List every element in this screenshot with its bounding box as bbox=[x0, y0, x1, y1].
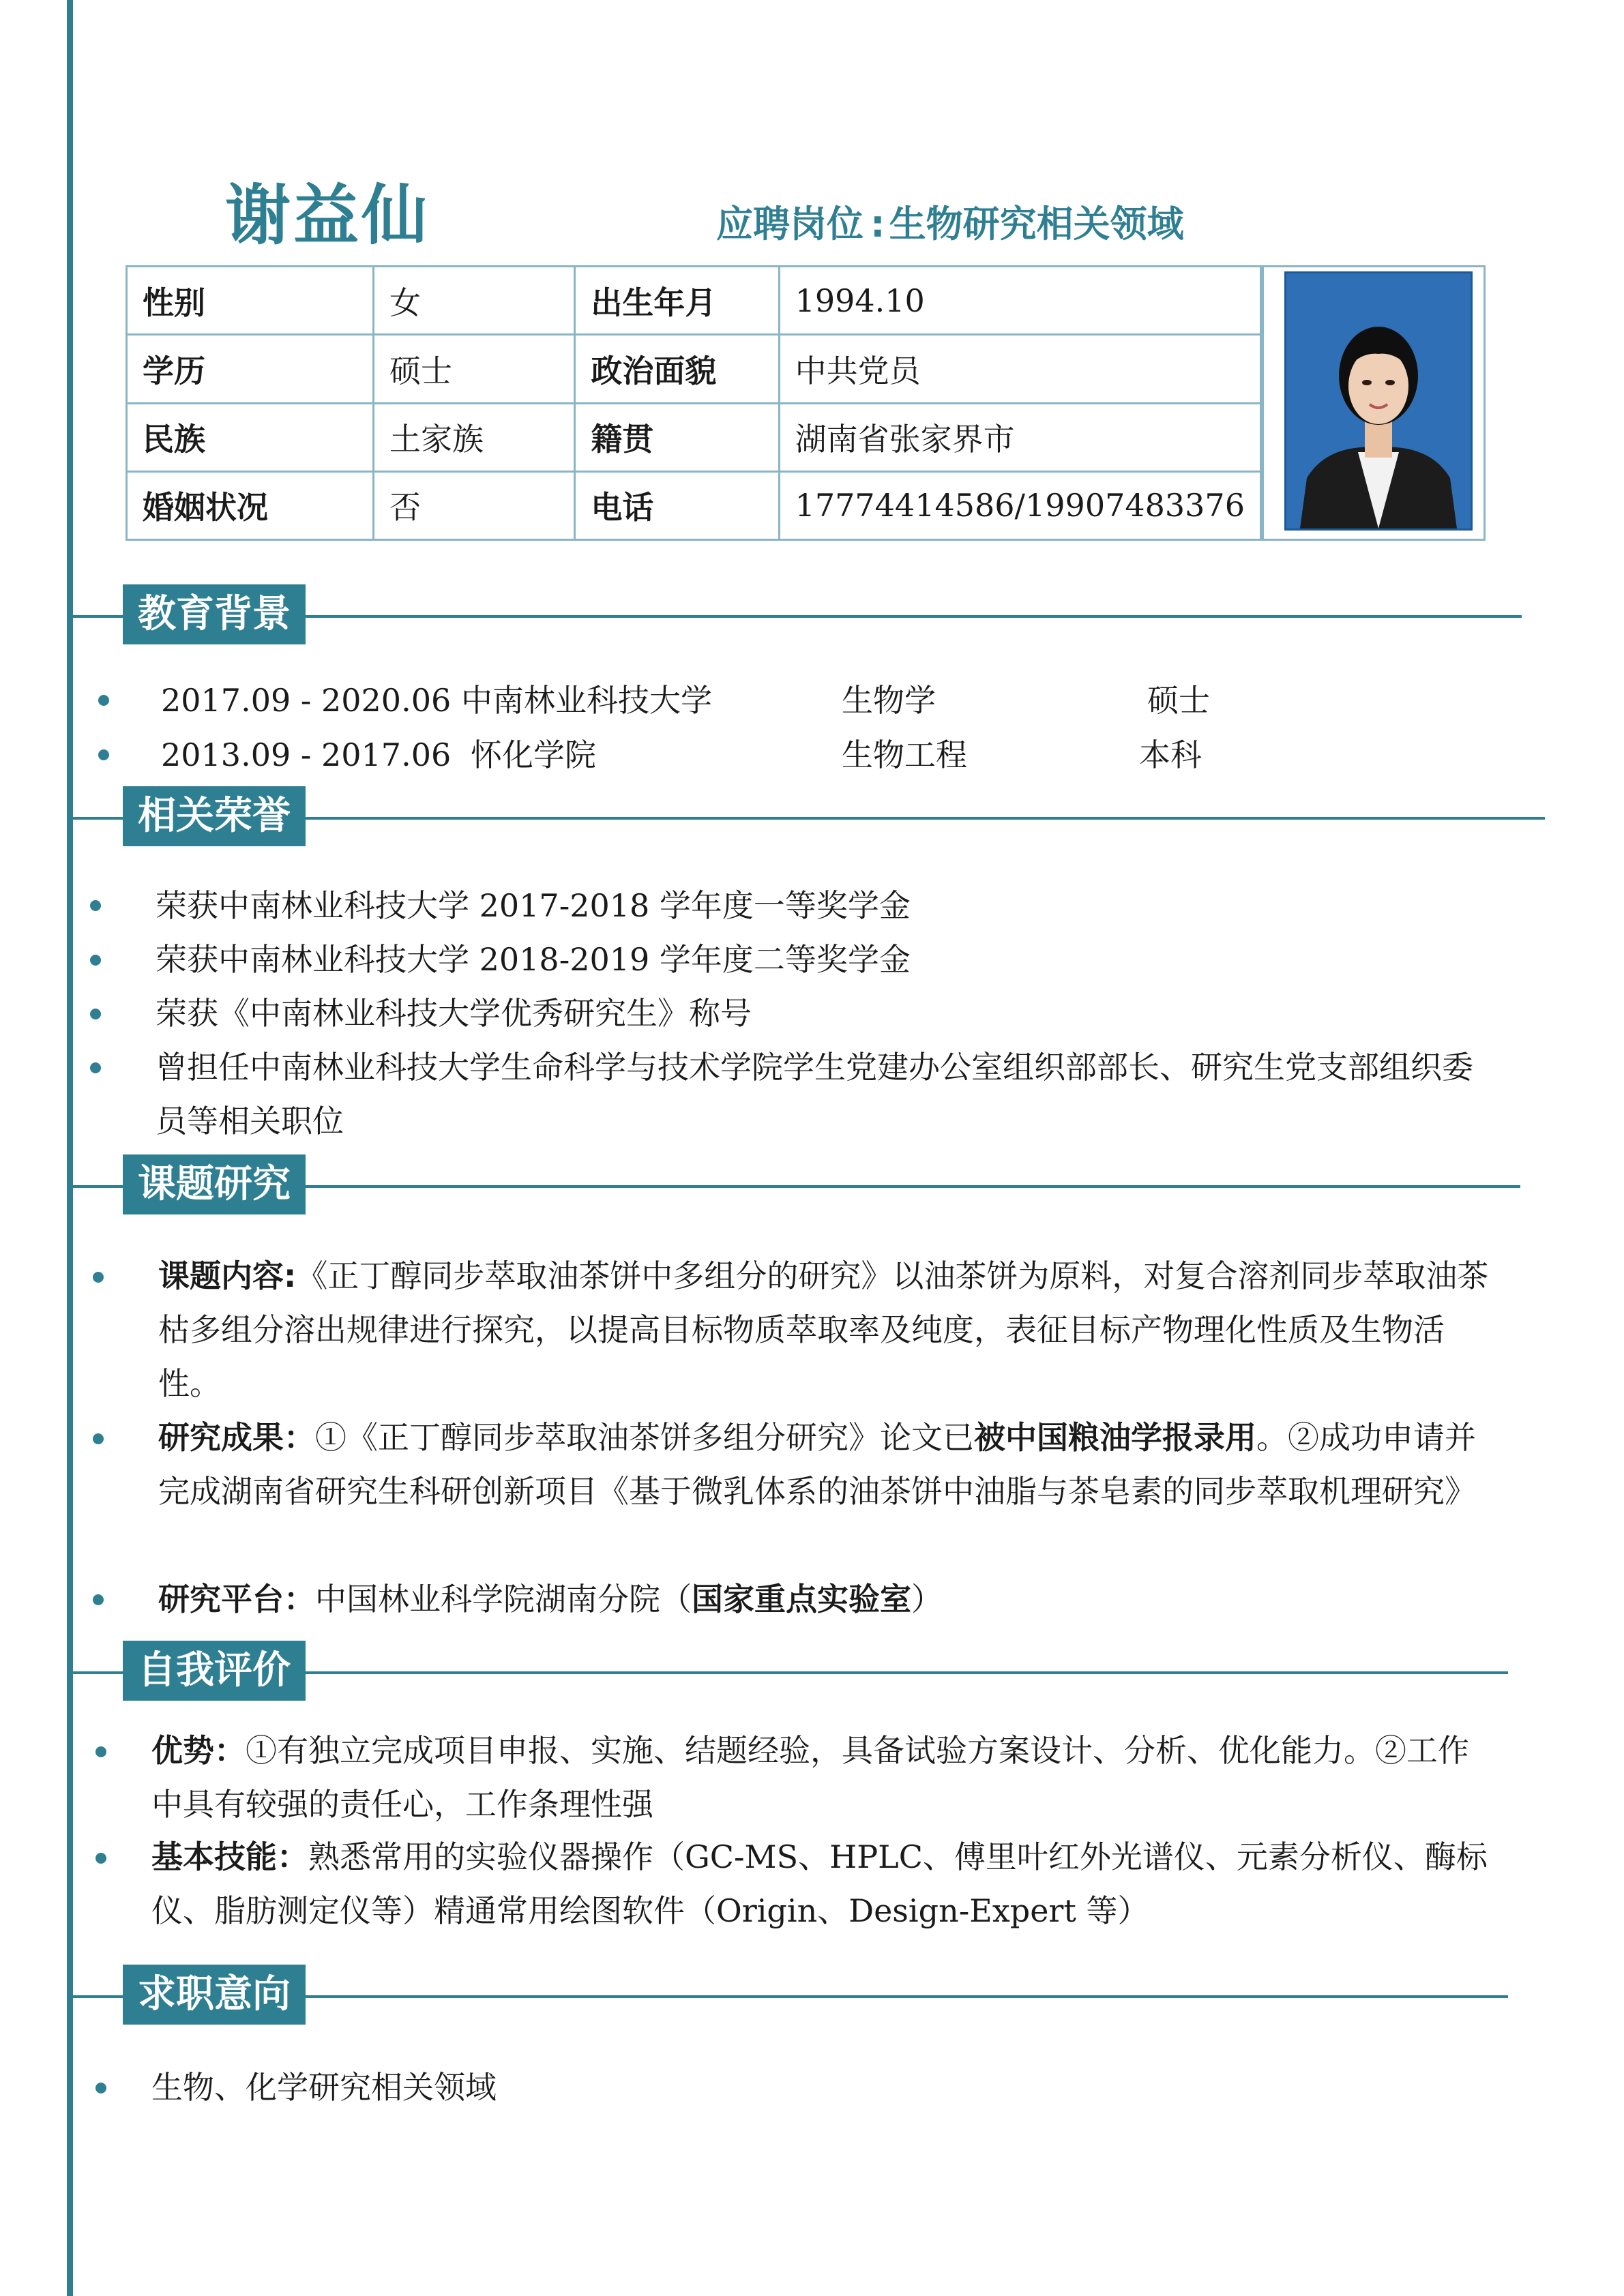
honor-item: 荣获中南林业科技大学 2017-2018 学年度一等奖学金 bbox=[156, 887, 911, 924]
result-text-b: 。②成功申请并完成湖南省研究生科研创新项目《基于微乳体系的油茶饼中油脂与茶皂素的同步萃取机理研究》 bbox=[158, 1419, 1476, 1510]
personal-info-table bbox=[126, 265, 1262, 541]
result-bold: 被中国粮油学报录用 bbox=[974, 1419, 1256, 1456]
bullet-icon bbox=[90, 955, 101, 966]
skill-text: 熟悉常用的实验仪器操作（GC-MS、HPLC、傅里叶红外光谱仪、元素分析仪、酶标仪、脂肪测定仪等）精通常用绘图软件（Origin、Design-Expert 等） bbox=[151, 1838, 1488, 1929]
portrait-illustration bbox=[1286, 273, 1471, 528]
honor-item: 荣获《中南林业科技大学优秀研究生》称号 bbox=[156, 995, 752, 1032]
bullet-icon bbox=[95, 2083, 106, 2093]
result-text-a: ①《正丁醇同步萃取油茶饼多组分研究》论文已 bbox=[315, 1419, 974, 1456]
adv-label: 优势： bbox=[151, 1732, 246, 1769]
marital-label: 婚姻状况 bbox=[127, 471, 374, 539]
education-label: 学历 bbox=[127, 335, 374, 403]
bullet-icon bbox=[95, 1853, 106, 1864]
bullet-icon bbox=[95, 1746, 106, 1757]
section-title: 教育背景 bbox=[123, 584, 306, 644]
honor-item: 曾担任中南林业科技大学生命科学与技术学院学生党建办公室组织部部长、研究生党支部组织委员等相关职位 bbox=[156, 1049, 1473, 1139]
candidate-name: 谢益仙 bbox=[225, 177, 430, 254]
info-row bbox=[127, 403, 1261, 471]
info-row bbox=[127, 471, 1261, 539]
gender-label: 性别 bbox=[127, 267, 374, 335]
hometown-value: 湖南省张家界市 bbox=[779, 403, 1260, 471]
section-title: 课题研究 bbox=[123, 1154, 306, 1214]
section-research bbox=[0, 1151, 1624, 1219]
result-label: 研究成果： bbox=[158, 1419, 315, 1456]
research-topic bbox=[158, 1249, 1495, 1411]
info-row bbox=[127, 335, 1261, 403]
edu-period: 2013.09 - 2017.06 bbox=[161, 736, 452, 773]
info-row bbox=[127, 267, 1261, 335]
bullet-icon bbox=[98, 695, 109, 706]
applied-position bbox=[716, 195, 1184, 248]
gender-value: 女 bbox=[373, 267, 574, 335]
apply-value: 生物研究相关领域 bbox=[889, 203, 1184, 245]
platform-label: 研究平台： bbox=[158, 1581, 315, 1617]
phone-value: 17774414586/19907483376 bbox=[779, 471, 1260, 539]
platform-bold: 国家重点实验室 bbox=[692, 1581, 911, 1617]
bullet-icon bbox=[93, 1433, 104, 1444]
adv-text: ①有独立完成项目申报、实施、结题经验，具备试验方案设计、分析、优化能力。②工作中具有较强的责任心，工作条理性强 bbox=[151, 1732, 1469, 1823]
honor-item: 荣获中南林业科技大学 2018-2019 学年度二等奖学金 bbox=[156, 941, 911, 978]
education-value: 硕士 bbox=[373, 335, 574, 403]
section-title: 求职意向 bbox=[123, 1965, 306, 2025]
bullet-icon bbox=[98, 749, 109, 760]
research-platform bbox=[158, 1572, 943, 1626]
self-eval-advantage bbox=[151, 1724, 1495, 1832]
birth-value: 1994.10 bbox=[779, 267, 1260, 335]
photo-frame bbox=[1262, 265, 1486, 541]
section-honors bbox=[0, 783, 1624, 851]
self-eval-skills bbox=[151, 1830, 1495, 1938]
topic-label: 课题内容: bbox=[158, 1257, 297, 1294]
section-title: 相关荣誉 bbox=[123, 786, 306, 846]
topic-text: 《正丁醇同步萃取油茶饼中多组分的研究》以油茶饼为原料，对复合溶剂同步萃取油茶枯多组分溶出规律进行探究，以提高目标物质萃取率及纯度，表征目标产物理化性质及生物活性。 bbox=[158, 1257, 1489, 1402]
edu-degree: 本科 bbox=[1139, 736, 1202, 773]
skill-label: 基本技能： bbox=[151, 1838, 308, 1875]
birth-label: 出生年月 bbox=[575, 267, 779, 335]
bullet-icon bbox=[93, 1594, 104, 1605]
platform-end: ） bbox=[911, 1581, 943, 1617]
edu-degree: 硕士 bbox=[1147, 682, 1210, 719]
ethnicity-label: 民族 bbox=[127, 403, 374, 471]
section-intent bbox=[0, 1961, 1624, 2029]
edu-major: 生物学 bbox=[842, 682, 936, 719]
intent-item: 生物、化学研究相关领域 bbox=[151, 2069, 497, 2106]
section-education bbox=[0, 581, 1624, 649]
political-label: 政治面貌 bbox=[575, 335, 779, 403]
research-result bbox=[158, 1411, 1495, 1519]
bullet-icon bbox=[90, 900, 101, 911]
edu-major: 生物工程 bbox=[842, 736, 967, 773]
edu-school: 怀化学院 bbox=[471, 736, 596, 773]
bullet-icon bbox=[90, 1062, 101, 1073]
marital-value: 否 bbox=[373, 471, 574, 539]
section-self-eval bbox=[0, 1637, 1624, 1705]
apply-colon: : bbox=[870, 203, 885, 245]
bullet-icon bbox=[90, 1009, 101, 1019]
bullet-icon bbox=[93, 1272, 104, 1283]
apply-label: 应聘岗位 bbox=[716, 203, 863, 245]
edu-period: 2017.09 - 2020.06 bbox=[161, 682, 452, 719]
section-title: 自我评价 bbox=[123, 1641, 306, 1701]
ethnicity-value: 土家族 bbox=[373, 403, 574, 471]
hometown-label: 籍贯 bbox=[575, 403, 779, 471]
profile-photo bbox=[1284, 271, 1473, 531]
left-accent-line bbox=[67, 0, 73, 2296]
platform-text: 中国林业科学院湖南分院（ bbox=[315, 1581, 692, 1617]
political-value: 中共党员 bbox=[779, 335, 1260, 403]
phone-label: 电话 bbox=[575, 471, 779, 539]
edu-school: 中南林业科技大学 bbox=[461, 682, 712, 719]
